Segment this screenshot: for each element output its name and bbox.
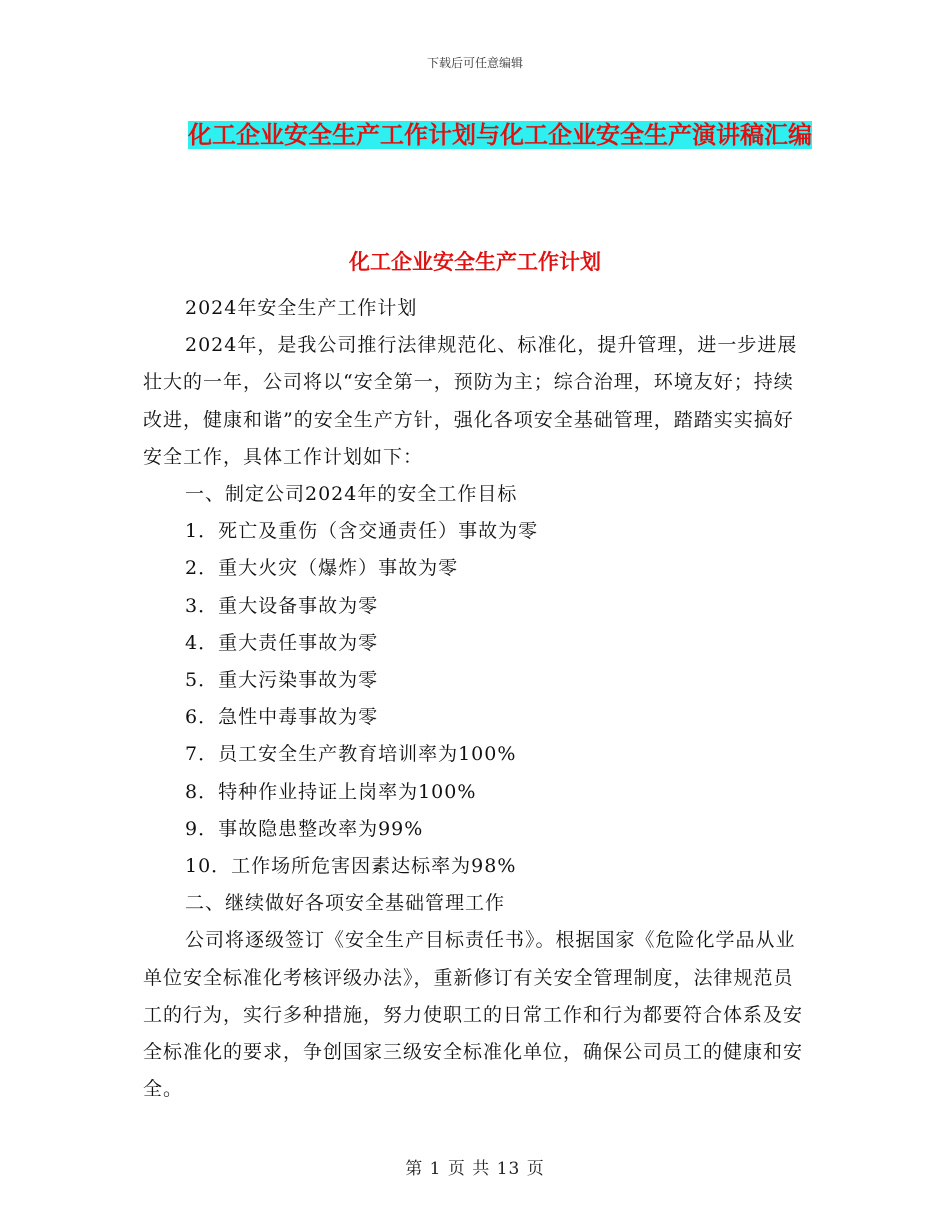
paragraph-intro: 2024年，是我公司推行法律规范化、标准化，提升管理，进一步进展壮大的一年，公司将以“安全第一，预防为主；综合治理，环境友好；持续改进，健康和谐”的安全生产方针，强化各项安全基础管理，踏踏实实搞好安全工作，具体工作计划如下： bbox=[143, 334, 798, 468]
list-item: 9．事故隐患整改率为99% bbox=[185, 817, 424, 840]
section-title: 化工企业安全生产工作计划 bbox=[349, 250, 601, 274]
heading-goals: 一、制定公司2024年的安全工作目标 bbox=[185, 483, 518, 506]
paragraph-plan-title: 2024年安全生产工作计划 bbox=[185, 297, 418, 319]
page-footer: 第 1 页 共 13 页 bbox=[405, 1159, 545, 1179]
list-item: 7．员工安全生产教育培训率为100% bbox=[185, 743, 517, 766]
list-item: 2．重大火灾（爆炸）事故为零 bbox=[185, 557, 459, 580]
header-note: 下载后可任意编辑 bbox=[426, 56, 523, 70]
list-item: 5．重大污染事故为零 bbox=[185, 669, 379, 692]
list-item: 4．重大责任事故为零 bbox=[185, 631, 379, 654]
list-item: 6．急性中毒事故为零 bbox=[185, 706, 379, 729]
list-item: 1．死亡及重伤（含交通责任）事故为零 bbox=[185, 520, 539, 543]
list-item: 10．工作场所危害因素达标率为98% bbox=[185, 855, 517, 878]
paragraph-management: 公司将逐级签订《安全生产目标责任书》。根据国家《危险化学品从业单位安全标准化考核评级办法》，重新修订有关安全管理制度，法律规范员工的行为，实行多种措施，努力使职工的日常工作和行为都要符合体系及安全标准化的要求，争创国家三级安全标准化单位，确保公司员工的健康和安全。 bbox=[143, 929, 804, 1101]
document-title-text: 化工企业安全生产工作计划与化工企业安全生产演讲稿汇编 bbox=[188, 121, 812, 149]
heading-basic-management: 二、继续做好各项安全基础管理工作 bbox=[185, 892, 506, 915]
list-item: 8．特种作业持证上岗率为100% bbox=[185, 780, 477, 803]
document-title bbox=[150, 112, 850, 158]
document-body bbox=[143, 290, 811, 1108]
list-item: 3．重大设备事故为零 bbox=[185, 594, 379, 617]
